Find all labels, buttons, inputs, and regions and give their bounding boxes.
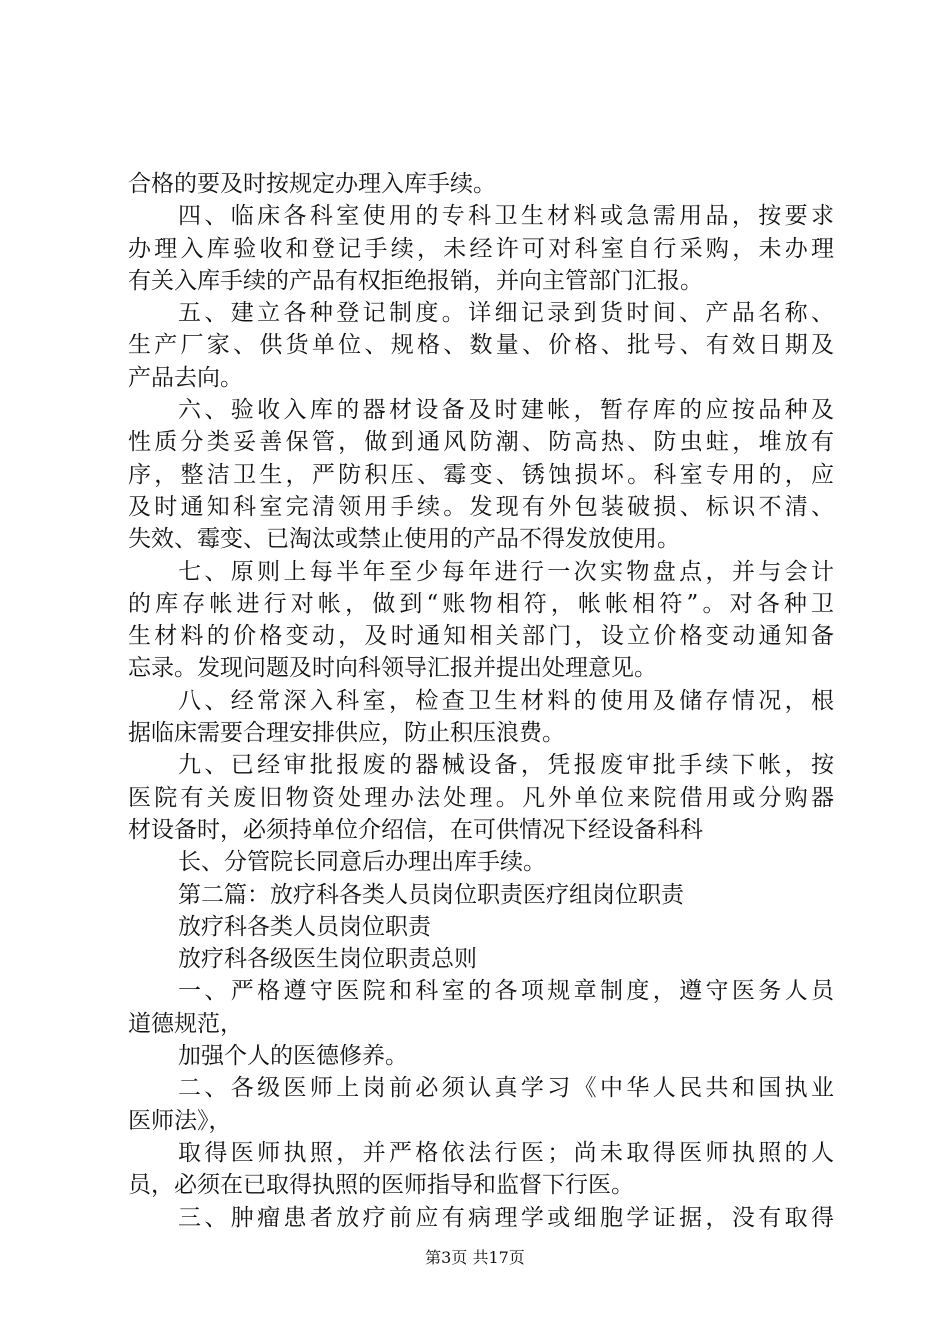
text-line: 二、各级医师上岗前必须认真学习《中华人民共和国执业 [178,1075,834,1102]
text-line: 九、已经审批报废的器械设备，凭报废审批手续下帐，按 [178,752,834,779]
section-subheading: 放疗科各类人员岗位职责 [178,913,431,940]
text-line: 序，整洁卫生，严防积压、霉变、锈蚀损坏。科室专用的，应 [128,461,834,488]
text-line: 五、建立各种登记制度。详细记录到货时间、产品名称、 [178,300,834,327]
document-body [128,168,834,1234]
text-line: 取得医师执照，并严格依法行医；尚未取得医师执照的人 [178,1139,834,1166]
text-line: 长、分管院长同意后办理出库手续。 [178,849,546,876]
text-line: 加强个人的医德修养。 [178,1043,408,1070]
section-heading: 第二篇：放疗科各类人员岗位职责医疗组岗位职责 [178,881,684,908]
text-line: 生材料的价格变动，及时通知相关部门，设立价格变动通知备 [128,623,834,650]
text-line: 产品去向。 [128,364,243,391]
text-line: 员，必须在已取得执照的医师指导和监督下行医。 [128,1172,634,1199]
section-subheading: 放疗科各级医生岗位职责总则 [178,946,477,973]
text-line: 有关入库手续的产品有权拒绝报销，并向主管部门汇报。 [128,267,703,294]
text-line: 及时通知科室完清领用手续。发现有外包装破损、标识不清、 [128,493,834,520]
text-line: 生产厂家、供货单位、规格、数量、价格、批号、有效日期及 [128,332,834,359]
text-line: 材设备时，必须持单位介绍信，在可供情况下经设备科科 [128,816,703,843]
text-line: 失效、霉变、已淘汰或禁止使用的产品不得发放使用。 [128,526,680,553]
text-line: 道德规范， [128,1010,243,1037]
text-line: 性质分类妥善保管，做到通风防潮、防高热、防虫蛀，堆放有 [128,429,834,456]
text-line: 办理入库验收和登记手续，未经许可对科室自行采购，未办理 [128,235,834,262]
text-line: 医院有关废旧物资处理办法处理。凡外单位来院借用或分购器 [128,784,834,811]
text-line: 忘录。发现问题及时向科领导汇报并提出处理意见。 [128,655,657,682]
text-line: 八、经常深入科室，检查卫生材料的使用及储存情况，根 [178,687,834,714]
text-line: 一、严格遵守医院和科室的各项规章制度，遵守医务人员 [178,978,834,1005]
text-line: 六、验收入库的器材设备及时建帐，暂存库的应按品种及 [178,397,834,424]
text-line: 医师法》， [128,1107,232,1134]
text-line: 七、原则上每半年至少每年进行一次实物盘点，并与会计 [178,558,834,585]
text-line: 的库存帐进行对帐，做到“账物相符，帐帐相符”。对各种卫 [128,590,834,617]
text-line: 四、临床各科室使用的专科卫生材料或急需用品，按要求 [178,203,834,230]
text-line: 三、肿瘤患者放疗前应有病理学或细胞学证据，没有取得 [178,1204,834,1231]
page-number-footer: 第3页 共17页 [425,1248,525,1267]
text-line: 合格的要及时按规定办理入库手续。 [128,171,496,197]
text-line: 据临床需要合理安排供应，防止积压浪费。 [128,720,565,747]
